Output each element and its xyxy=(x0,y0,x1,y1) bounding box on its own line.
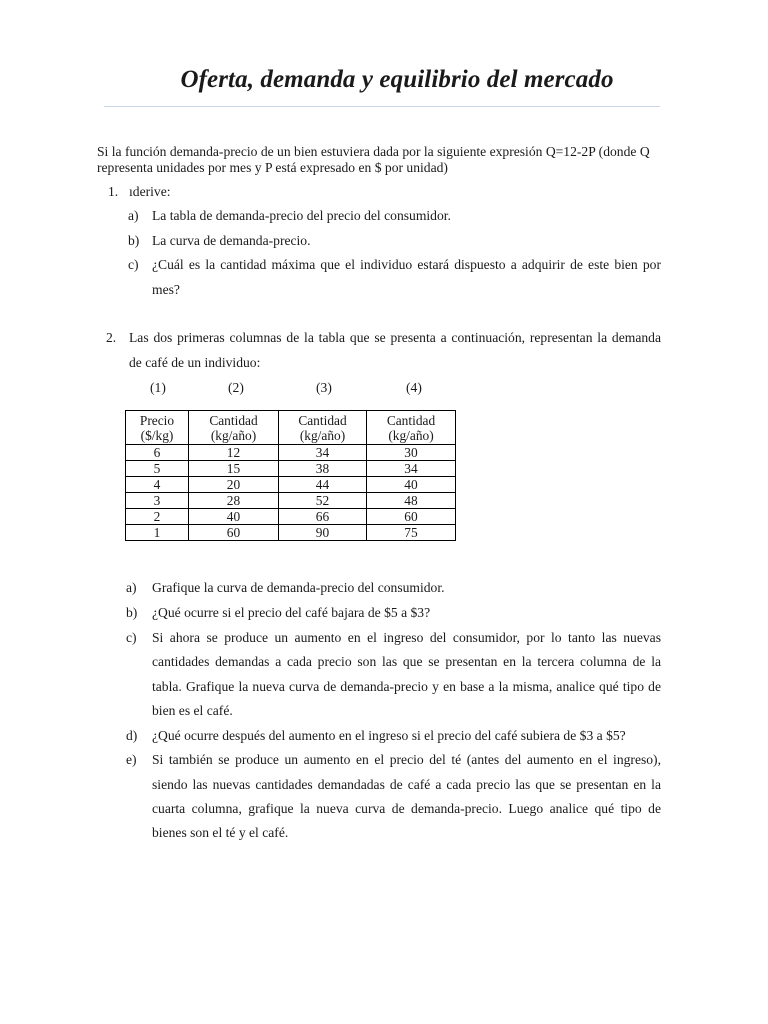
q2-a-label: a) xyxy=(126,580,137,595)
q2-a-text: Grafique la curva de demanda-precio del consumidor. xyxy=(152,580,445,595)
table-cell: 4 xyxy=(126,477,189,493)
table-cell: 90 xyxy=(279,525,367,541)
q2-b-label: b) xyxy=(126,605,138,620)
page-title: Oferta, demanda y equilibrio del mercado xyxy=(180,66,614,93)
q2-line1: Las dos primeras columnas de la tabla que se presenta a continuación, representan la demanda xyxy=(129,330,661,345)
q2-e-line3: cuarta columna, grafique la nueva curva de demanda-precio. Luego analice qué tipo de xyxy=(152,801,661,816)
table-row xyxy=(126,445,456,461)
q2-c-line3: tabla. Grafique la nueva curva de demanda-precio y en base a la misma, analice qué tipo de xyxy=(152,679,661,694)
header-cantidad-2-line2: (kg/año) xyxy=(210,427,257,443)
q1-text: ıderive: xyxy=(129,184,171,199)
q2-line2: de café de un individuo: xyxy=(129,355,261,370)
header-cantidad-2 xyxy=(189,411,279,445)
column-number-1: (1) xyxy=(150,380,166,395)
table-cell: 40 xyxy=(367,477,456,493)
table-cell: 30 xyxy=(367,445,456,461)
table-cell: 20 xyxy=(189,477,279,493)
column-number-4: (4) xyxy=(406,380,422,395)
table-cell: 2 xyxy=(126,509,189,525)
q2-c-line4: bien es el café. xyxy=(152,703,233,718)
table-row xyxy=(126,461,456,477)
table-cell: 66 xyxy=(279,509,367,525)
header-cantidad-3 xyxy=(279,411,367,445)
header-precio-line1: Precio xyxy=(139,412,175,428)
table-cell: 3 xyxy=(126,493,189,509)
q2-e-line2: siendo las nuevas cantidades demandadas de café a cada precio las que se presentan en la xyxy=(152,777,661,792)
table-cell: 15 xyxy=(189,461,279,477)
table-cell: 40 xyxy=(189,509,279,525)
table-cell: 12 xyxy=(189,445,279,461)
q1-c-line1: ¿Cuál es la cantidad máxima que el individuo estará dispuesto a adquirir de este bien por xyxy=(152,257,661,272)
header-precio xyxy=(126,411,189,445)
demand-table xyxy=(125,410,456,541)
intro-paragraph: Si la función demanda-precio de un bien estuviera dada por la siguiente expresión Q=12-2P (donde Q representa unidades por mes y P está expresado en $ por unidad) xyxy=(97,144,650,175)
header-cantidad-4-line1: Cantidad xyxy=(386,412,436,428)
header-cantidad-3-line1: Cantidad xyxy=(298,412,347,428)
q2-c-label: c) xyxy=(126,630,137,645)
header-cantidad-4-line2: (kg/año) xyxy=(388,427,434,443)
q1-c-label: c) xyxy=(128,257,139,272)
header-cantidad-4 xyxy=(367,411,456,445)
table-row xyxy=(126,493,456,509)
column-number-3: (3) xyxy=(316,380,332,395)
table-row xyxy=(126,525,456,541)
title-divider xyxy=(104,106,660,107)
table-cell: 34 xyxy=(279,445,367,461)
table-cell: 52 xyxy=(279,493,367,509)
table-cell: 44 xyxy=(279,477,367,493)
q1-a-text: La tabla de demanda-precio del precio del consumidor. xyxy=(152,208,451,223)
q2-c-line2: cantidades demandas a cada precio son las que se presentan en la tercera columna de la xyxy=(152,654,661,669)
table-cell: 60 xyxy=(367,509,456,525)
header-cantidad-3-line2: (kg/año) xyxy=(299,427,346,443)
q1-b-label: b) xyxy=(128,233,140,248)
q2-d-text: ¿Qué ocurre después del aumento en el ingreso si el precio del café subiera de $3 a $5? xyxy=(152,728,626,743)
q2-e-line4: bienes son el té y el café. xyxy=(152,825,289,840)
table-cell: 1 xyxy=(126,525,189,541)
q1-b-text: La curva de demanda-precio. xyxy=(152,233,311,248)
header-precio-line2: ($/kg) xyxy=(140,427,174,443)
table-cell: 6 xyxy=(126,445,189,461)
q2-e-line1: Si también se produce un aumento en el precio del té (antes del aumento en el ingreso), xyxy=(152,752,661,767)
table-row xyxy=(126,477,456,493)
q2-c-line1: Si ahora se produce un aumento en el ingreso del consumidor, por lo tanto las nuevas xyxy=(152,630,661,645)
q1-a-label: a) xyxy=(128,208,139,223)
q2-b-text: ¿Qué ocurre si el precio del café bajara de $5 a $3? xyxy=(152,605,431,620)
table-cell: 38 xyxy=(279,461,367,477)
table-cell: 34 xyxy=(367,461,456,477)
table-cell: 5 xyxy=(126,461,189,477)
table-row xyxy=(126,509,456,525)
column-number-2: (2) xyxy=(228,380,244,395)
table-cell: 75 xyxy=(367,525,456,541)
table-cell: 48 xyxy=(367,493,456,509)
table-header-row xyxy=(126,411,456,445)
table-cell: 60 xyxy=(189,525,279,541)
q2-d-label: d) xyxy=(126,728,138,743)
header-cantidad-2-line1: Cantidad xyxy=(209,412,258,428)
q1-c-line2: mes? xyxy=(152,282,180,297)
q1-number: 1. xyxy=(108,184,119,199)
q2-e-label: e) xyxy=(126,752,137,767)
q2-number: 2. xyxy=(106,330,117,345)
table-cell: 28 xyxy=(189,493,279,509)
